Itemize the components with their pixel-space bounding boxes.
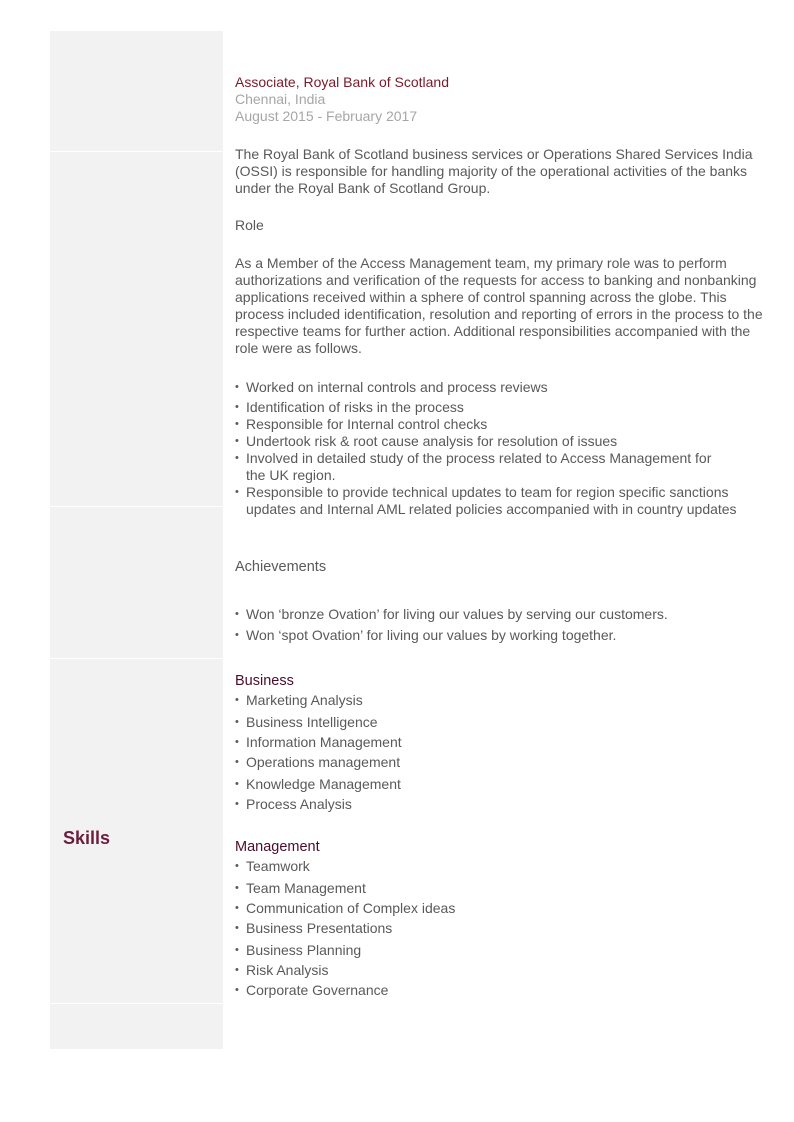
list-item: • Business Intelligence <box>235 714 378 731</box>
list-item: • Business Presentations <box>235 920 392 937</box>
list-item: • Won ‘bronze Ovation’ for living our values by serving our customers. <box>235 606 668 623</box>
list-item: • Identification of risks in the process <box>235 399 464 416</box>
list-item: • Process Analysis <box>235 796 352 813</box>
management-skills-heading: Management <box>235 839 320 855</box>
list-item: • Operations management <box>235 754 400 771</box>
list-item: • Risk Analysis <box>235 962 328 979</box>
list-item: • Marketing Analysis <box>235 692 363 709</box>
left-sidebar <box>50 31 223 1049</box>
list-item: • Involved in detailed study of the process related to Access Management for the UK region. <box>235 450 711 484</box>
role-heading: Role <box>235 217 264 233</box>
sidebar-divider <box>50 506 223 507</box>
list-item: • Responsible to provide technical updates to team for region specific sanctions updates and Internal AML related policies accompanied with in country updates <box>235 484 737 518</box>
list-item: • Worked on internal controls and process reviews <box>235 379 548 396</box>
list-item: • Business Planning <box>235 942 361 959</box>
list-item: • Teamwork <box>235 858 310 875</box>
business-skills-heading: Business <box>235 673 294 689</box>
list-item: • Knowledge Management <box>235 776 401 793</box>
job-location: Chennai, India <box>235 91 326 107</box>
sidebar-divider <box>50 1003 223 1004</box>
list-item: • Communication of Complex ideas <box>235 900 455 917</box>
sidebar-divider <box>50 151 223 152</box>
company-intro: The Royal Bank of Scotland business services or Operations Shared Services India (OSSI) is responsible for handling majority of the operational activities of the banks under the Royal Bank of Scotland Group. <box>235 146 753 196</box>
job-dates: August 2015 - February 2017 <box>235 108 418 124</box>
achievements-heading: Achievements <box>235 559 327 575</box>
job-title: Associate, Royal Bank of Scotland <box>235 74 450 90</box>
skills-section-label: Skills <box>63 828 111 848</box>
list-item: • Undertook risk & root cause analysis for resolution of issues <box>235 433 617 450</box>
list-item: • Team Management <box>235 880 366 897</box>
list-item: • Corporate Governance <box>235 982 388 999</box>
list-item: • Won ‘spot Ovation’ for living our values by working together. <box>235 627 616 644</box>
list-item: • Information Management <box>235 734 402 751</box>
list-item: • Responsible for Internal control checks <box>235 416 487 433</box>
sidebar-divider <box>50 658 223 659</box>
role-description: As a Member of the Access Management team, my primary role was to perform authorizations and verification of the requests for access to banking and nonbanking applications received within a sphere of control spanning across the globe. This process included identification, resolution and reporting of errors in the process to the respective teams for further action. Additional responsibilities accompanied with the role were as follows. <box>235 255 763 356</box>
